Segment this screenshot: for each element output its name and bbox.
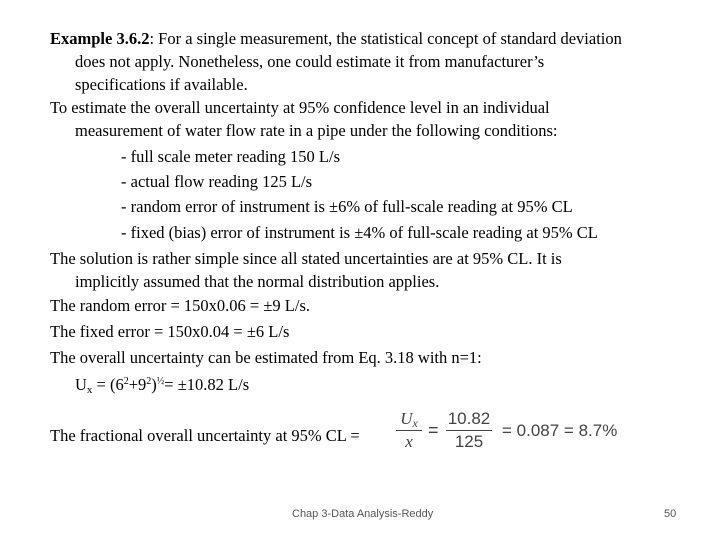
example-continuation-2: specifications if available. [75, 75, 248, 94]
footer-source: Chap 3-Data Analysis-Reddy [292, 508, 434, 520]
random-error-line: The random error = 150x0.06 = ±9 L/s. [50, 296, 310, 315]
task-line-1: To estimate the overall uncertainty at 95% confidence level in an individual [50, 98, 550, 117]
fractional-uncertainty-label: The fractional overall uncertainty at 95% CL = [50, 426, 360, 445]
solution-line-1: The solution is rather simple since all stated uncertainties are at 95% CL. It is [50, 249, 562, 268]
fractional-result: = 0.087 = 8.7% [502, 421, 618, 440]
fractional-uncertainty-formula [396, 409, 618, 455]
condition-item: - fixed (bias) error of instrument is ±4% of full-scale reading at 95% CL [121, 223, 598, 242]
page-number: 50 [664, 508, 677, 520]
example-label: Example 3.6.2 [50, 29, 150, 48]
task-line-2: measurement of water flow rate in a pipe under the following conditions: [75, 121, 558, 140]
example-heading-line [50, 29, 622, 49]
solution-line-2: implicitly assumed that the normal distribution applies. [75, 272, 440, 291]
numeric-fraction: 10.82 125 [447, 409, 491, 451]
ux-over-x-fraction: $U_x$ x [396, 409, 422, 452]
example-continuation-1: does not apply. Nonetheless, one could estimate it from manufacturer’s [75, 52, 545, 71]
overall-uncertainty-line: The overall uncertainty can be estimated from Eq. 3.18 with n=1: [50, 348, 482, 367]
condition-item: - actual flow reading 125 L/s [121, 172, 313, 191]
condition-item: - full scale meter reading 150 L/s [121, 147, 341, 166]
equals-sign: = [428, 420, 439, 440]
fixed-error-line: The fixed error = 150x0.04 = ±6 L/s [50, 322, 290, 341]
example-text: : For a single measurement, the statistical concept of standard deviation [149, 29, 622, 48]
condition-item: - random error of instrument is ±6% of full-scale reading at 95% CL [121, 197, 573, 216]
ux-equation: $U_x = (6^2+9^2)^{\frac{1}{2}}= \pm 10.82$ L/s [75, 375, 250, 396]
